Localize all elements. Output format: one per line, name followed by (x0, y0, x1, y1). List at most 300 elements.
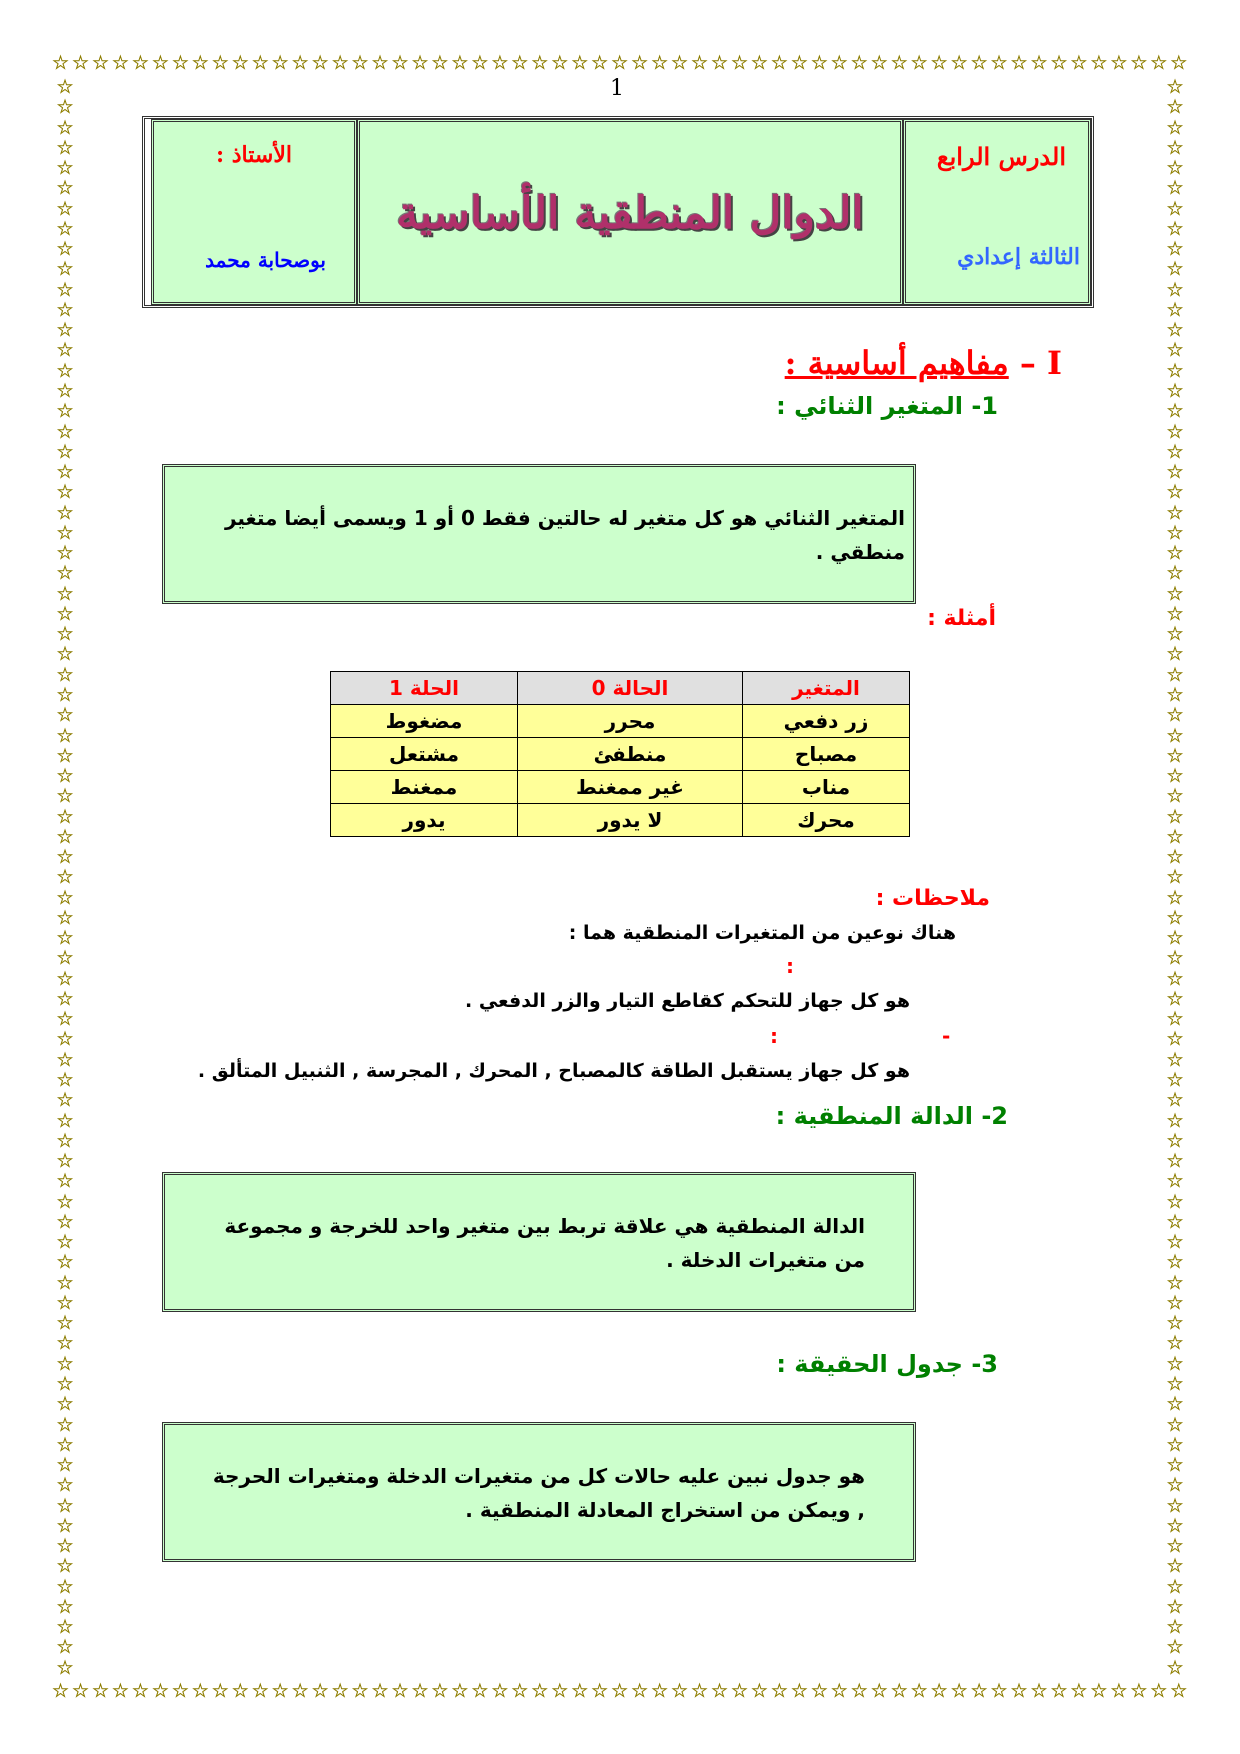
star-icon: ☆ (231, 1679, 249, 1702)
star-icon: ☆ (271, 51, 289, 74)
star-icon: ☆ (930, 51, 948, 74)
star-icon: ☆ (1030, 1679, 1048, 1702)
star-icon: ☆ (1166, 1170, 1184, 1193)
star-icon: ☆ (1166, 197, 1184, 220)
star-icon: ☆ (1166, 1271, 1184, 1294)
notes-line-1: هناك نوعين من المتغيرات المنطقية هما : (568, 922, 956, 944)
star-icon: ☆ (1166, 927, 1184, 950)
star-icon: ☆ (1166, 521, 1184, 544)
star-icon: ☆ (1166, 1393, 1184, 1416)
examples-label: أمثلة : (927, 606, 996, 631)
star-icon: ☆ (56, 1352, 74, 1375)
header-teacher-cell (151, 119, 357, 305)
star-icon: ☆ (1090, 1679, 1108, 1702)
star-icon: ☆ (1166, 400, 1184, 423)
star-icon: ☆ (1166, 319, 1184, 342)
star-icon: ☆ (1166, 1433, 1184, 1456)
star-icon: ☆ (131, 51, 149, 74)
table-row (331, 804, 910, 837)
star-icon: ☆ (491, 51, 509, 74)
notes-colon-1: : (786, 954, 794, 978)
star-icon: ☆ (870, 51, 888, 74)
star-icon: ☆ (1166, 967, 1184, 990)
star-icon: ☆ (1166, 1332, 1184, 1355)
table-header-cell: الحالة 0 (518, 672, 743, 705)
star-icon: ☆ (970, 1679, 988, 1702)
star-icon: ☆ (56, 177, 74, 200)
star-icon: ☆ (56, 724, 74, 747)
star-icon: ☆ (56, 1048, 74, 1071)
star-icon: ☆ (371, 1679, 389, 1702)
star-icon: ☆ (491, 1679, 509, 1702)
star-icon: ☆ (830, 1679, 848, 1702)
table-cell: ممغنط (331, 771, 518, 804)
star-icon: ☆ (631, 51, 649, 74)
notes-label: ملاحظات : (875, 886, 990, 911)
star-icon: ☆ (1166, 278, 1184, 301)
definition-1-text: المتغير الثنائي هو كل متغير له حالتين فقط 0 أو 1 ويسمى أيضا متغير منطقي . (224, 506, 905, 564)
star-icon: ☆ (1166, 582, 1184, 605)
star-icon: ☆ (411, 1679, 429, 1702)
star-icon: ☆ (1070, 51, 1088, 74)
star-icon: ☆ (990, 51, 1008, 74)
star-icon: ☆ (1166, 258, 1184, 281)
star-icon: ☆ (91, 1679, 109, 1702)
star-icon: ☆ (56, 866, 74, 889)
star-icon: ☆ (56, 1413, 74, 1436)
star-icon: ☆ (56, 1373, 74, 1395)
star-icon: ☆ (56, 1555, 74, 1578)
star-icon: ☆ (1166, 886, 1184, 909)
page-title: الدوال المنطقية الأساسية (396, 188, 864, 239)
star-icon: ☆ (56, 136, 74, 159)
star-border-top (52, 50, 1188, 76)
star-icon: ☆ (151, 1679, 169, 1702)
star-icon: ☆ (56, 1514, 74, 1537)
star-icon: ☆ (471, 51, 489, 74)
star-icon: ☆ (870, 1679, 888, 1702)
star-icon: ☆ (52, 1679, 70, 1702)
lesson-header (142, 116, 1094, 308)
star-icon: ☆ (56, 886, 74, 909)
star-icon: ☆ (56, 157, 74, 180)
star-icon: ☆ (1166, 177, 1184, 200)
table-cell: لا يدور (518, 804, 743, 837)
star-icon: ☆ (1166, 1656, 1184, 1679)
star-icon: ☆ (750, 1679, 768, 1702)
star-icon: ☆ (1166, 481, 1184, 504)
star-icon: ☆ (1166, 1251, 1184, 1274)
star-icon: ☆ (1166, 461, 1184, 484)
star-icon: ☆ (1150, 1679, 1168, 1702)
star-icon: ☆ (71, 51, 90, 74)
star-icon: ☆ (56, 501, 74, 524)
star-icon: ☆ (1166, 1190, 1184, 1213)
star-icon: ☆ (56, 1616, 74, 1639)
star-icon: ☆ (1166, 1616, 1184, 1639)
star-icon: ☆ (1166, 542, 1184, 565)
star-icon: ☆ (331, 1679, 349, 1702)
table-cell: منطفئ (518, 738, 743, 771)
star-icon: ☆ (1166, 663, 1184, 686)
star-icon: ☆ (52, 51, 70, 74)
star-icon: ☆ (56, 623, 74, 646)
star-icon: ☆ (1166, 217, 1184, 240)
star-icon: ☆ (56, 704, 74, 727)
star-icon: ☆ (1166, 1231, 1184, 1254)
star-icon: ☆ (56, 359, 74, 382)
star-icon: ☆ (1166, 562, 1184, 585)
star-icon: ☆ (56, 643, 74, 666)
star-icon: ☆ (56, 76, 74, 98)
definition-2-text: الدالة المنطقية هي علاقة تربط بين متغير واحد للخرجة و مجموعة من متغيرات الدخلة . (224, 1214, 865, 1272)
star-icon: ☆ (111, 1679, 129, 1702)
star-icon: ☆ (790, 51, 808, 74)
star-icon: ☆ (611, 1679, 629, 1702)
definition-box-1 (162, 464, 916, 604)
star-icon: ☆ (890, 51, 908, 74)
star-icon: ☆ (391, 1679, 409, 1702)
star-icon: ☆ (291, 1679, 309, 1702)
star-icon: ☆ (211, 1679, 229, 1702)
star-icon: ☆ (1166, 623, 1184, 646)
section-title-dash: – (1019, 344, 1036, 382)
star-icon: ☆ (391, 51, 409, 74)
table-row (331, 771, 910, 804)
star-icon: ☆ (1166, 76, 1184, 98)
star-icon: ☆ (1166, 1474, 1184, 1497)
star-icon: ☆ (1110, 51, 1128, 74)
star-icon: ☆ (1166, 1514, 1184, 1537)
star-icon: ☆ (1166, 947, 1184, 970)
table-header-cell: المتغير (743, 672, 910, 705)
star-icon: ☆ (1166, 805, 1184, 828)
star-icon: ☆ (1090, 51, 1108, 74)
star-icon: ☆ (1166, 744, 1184, 767)
star-icon: ☆ (890, 1679, 908, 1702)
star-icon: ☆ (1166, 1373, 1184, 1395)
star-icon: ☆ (56, 967, 74, 990)
star-icon: ☆ (56, 1109, 74, 1132)
star-border-right (1162, 78, 1188, 1678)
star-icon: ☆ (1166, 1555, 1184, 1578)
star-icon: ☆ (551, 51, 569, 74)
star-icon: ☆ (1050, 1679, 1068, 1702)
star-icon: ☆ (56, 440, 74, 463)
star-icon: ☆ (56, 1170, 74, 1193)
star-icon: ☆ (1166, 1535, 1184, 1558)
star-icon: ☆ (56, 744, 74, 767)
star-icon: ☆ (1166, 1312, 1184, 1335)
table-cell: محرر (518, 705, 743, 738)
star-icon: ☆ (231, 51, 249, 74)
teacher-name: بوصحابة محمد (205, 248, 326, 272)
subsection-2-title: 2- الدالة المنطقية : (775, 1102, 1008, 1130)
star-icon: ☆ (56, 258, 74, 281)
star-icon: ☆ (56, 1008, 74, 1031)
star-icon: ☆ (1010, 1679, 1028, 1702)
star-icon: ☆ (1166, 501, 1184, 524)
section-title (785, 344, 1062, 382)
star-icon: ☆ (56, 481, 74, 504)
star-icon: ☆ (56, 1089, 74, 1112)
star-icon: ☆ (56, 906, 74, 929)
star-icon: ☆ (1170, 51, 1188, 74)
star-icon: ☆ (1166, 846, 1184, 869)
table-header-cell: الحلة 1 (331, 672, 518, 705)
star-icon: ☆ (291, 51, 309, 74)
star-icon: ☆ (131, 1679, 149, 1702)
star-icon: ☆ (56, 298, 74, 321)
notes-dash: - (942, 1024, 951, 1048)
star-icon: ☆ (56, 805, 74, 828)
star-icon: ☆ (331, 51, 349, 74)
star-icon: ☆ (56, 1028, 74, 1051)
states-table (330, 671, 910, 837)
star-icon: ☆ (1166, 765, 1184, 788)
star-icon: ☆ (1166, 1028, 1184, 1051)
star-icon: ☆ (930, 1679, 948, 1702)
table-cell: غير ممغنط (518, 771, 743, 804)
star-icon: ☆ (1110, 1679, 1128, 1702)
star-icon: ☆ (750, 51, 768, 74)
star-icon: ☆ (431, 1679, 449, 1702)
star-icon: ☆ (56, 1069, 74, 1092)
star-icon: ☆ (551, 1679, 569, 1702)
star-icon: ☆ (56, 1535, 74, 1558)
star-icon: ☆ (1166, 379, 1184, 402)
star-icon: ☆ (56, 217, 74, 240)
star-icon: ☆ (810, 51, 828, 74)
star-icon: ☆ (371, 51, 389, 74)
star-icon: ☆ (531, 1679, 549, 1702)
star-icon: ☆ (710, 1679, 729, 1702)
section-title-text: مفاهيم أساسية : (784, 344, 1009, 382)
page-number: 1 (610, 76, 624, 101)
star-icon: ☆ (451, 51, 469, 74)
header-lesson-cell (903, 119, 1091, 305)
star-icon: ☆ (1166, 136, 1184, 159)
table-row (331, 738, 910, 771)
star-icon: ☆ (1166, 1048, 1184, 1071)
star-icon: ☆ (970, 51, 988, 74)
star-icon: ☆ (1170, 1679, 1188, 1702)
star-icon: ☆ (531, 51, 549, 74)
star-icon: ☆ (691, 1679, 709, 1702)
section-title-roman: I (1047, 344, 1062, 382)
star-icon: ☆ (56, 319, 74, 342)
star-icon: ☆ (1166, 1210, 1184, 1233)
star-icon: ☆ (1166, 420, 1184, 443)
star-icon: ☆ (730, 51, 748, 74)
star-icon: ☆ (56, 1210, 74, 1233)
star-icon: ☆ (56, 116, 74, 139)
star-icon: ☆ (56, 1231, 74, 1254)
table-cell: مشتعل (331, 738, 518, 771)
star-icon: ☆ (56, 987, 74, 1010)
star-icon: ☆ (56, 1656, 74, 1679)
star-icon: ☆ (790, 1679, 808, 1702)
star-icon: ☆ (56, 197, 74, 220)
star-icon: ☆ (271, 1679, 289, 1702)
star-icon: ☆ (850, 1679, 868, 1702)
star-icon: ☆ (151, 51, 169, 74)
star-icon: ☆ (1166, 1595, 1184, 1618)
notes-colon-2: : (770, 1024, 778, 1048)
star-icon: ☆ (251, 51, 269, 74)
star-icon: ☆ (56, 1251, 74, 1274)
star-icon: ☆ (56, 542, 74, 565)
star-icon: ☆ (1166, 1150, 1184, 1173)
star-icon: ☆ (56, 420, 74, 443)
star-icon: ☆ (56, 947, 74, 970)
star-icon: ☆ (56, 96, 74, 119)
star-icon: ☆ (311, 1679, 329, 1702)
subsection-1-title: 1- المتغير الثنائي : (776, 392, 998, 420)
star-icon: ☆ (56, 1190, 74, 1213)
star-icon: ☆ (431, 51, 449, 74)
star-icon: ☆ (1166, 704, 1184, 727)
lesson-label: الدرس الرابع (936, 142, 1066, 171)
table-cell: زر دفعي (743, 705, 910, 738)
star-icon: ☆ (56, 562, 74, 585)
star-icon: ☆ (471, 1679, 489, 1702)
star-icon: ☆ (56, 278, 74, 301)
star-icon: ☆ (56, 1312, 74, 1335)
star-icon: ☆ (411, 51, 429, 74)
star-icon: ☆ (56, 927, 74, 950)
star-icon: ☆ (56, 238, 74, 261)
star-icon: ☆ (710, 51, 729, 74)
star-icon: ☆ (571, 51, 589, 74)
definition-box-3 (162, 1422, 916, 1562)
star-icon: ☆ (56, 663, 74, 686)
star-icon: ☆ (56, 785, 74, 808)
star-border-left (52, 78, 78, 1678)
star-icon: ☆ (1166, 906, 1184, 929)
star-icon: ☆ (191, 51, 209, 74)
star-icon: ☆ (1130, 1679, 1148, 1702)
star-icon: ☆ (591, 1679, 609, 1702)
star-icon: ☆ (1166, 359, 1184, 382)
star-icon: ☆ (56, 1332, 74, 1355)
star-icon: ☆ (56, 379, 74, 402)
star-icon: ☆ (1130, 51, 1148, 74)
star-icon: ☆ (1166, 643, 1184, 666)
star-icon: ☆ (56, 1291, 74, 1314)
star-icon: ☆ (730, 1679, 748, 1702)
star-icon: ☆ (1166, 1454, 1184, 1477)
table-cell: محرك (743, 804, 910, 837)
star-icon: ☆ (910, 1679, 928, 1702)
star-icon: ☆ (1166, 602, 1184, 625)
star-icon: ☆ (651, 1679, 669, 1702)
table-cell: يدور (331, 804, 518, 837)
star-icon: ☆ (511, 51, 529, 74)
star-icon: ☆ (1050, 51, 1068, 74)
star-icon: ☆ (191, 1679, 209, 1702)
star-icon: ☆ (56, 825, 74, 848)
notes-line-3: هو كل جهاز يستقبل الطاقة كالمصباح , المحرك , المجرسة , الثنبيل المتألق . (197, 1060, 910, 1082)
star-icon: ☆ (1166, 96, 1184, 119)
star-icon: ☆ (1010, 51, 1028, 74)
star-icon: ☆ (56, 1575, 74, 1598)
table-header-row (331, 672, 910, 705)
definition-box-2 (162, 1172, 916, 1312)
star-icon: ☆ (56, 683, 74, 706)
table-cell: مضغوط (331, 705, 518, 738)
star-icon: ☆ (770, 1679, 788, 1702)
star-icon: ☆ (351, 1679, 369, 1702)
star-icon: ☆ (1166, 1069, 1184, 1092)
star-icon: ☆ (1150, 51, 1168, 74)
star-icon: ☆ (71, 1679, 90, 1702)
star-icon: ☆ (1166, 1494, 1184, 1517)
star-icon: ☆ (251, 1679, 269, 1702)
star-icon: ☆ (1166, 157, 1184, 180)
star-icon: ☆ (631, 1679, 649, 1702)
table-cell: مصباح (743, 738, 910, 771)
star-icon: ☆ (1166, 1291, 1184, 1314)
star-icon: ☆ (770, 51, 788, 74)
star-icon: ☆ (850, 51, 868, 74)
star-icon: ☆ (56, 521, 74, 544)
star-icon: ☆ (56, 1271, 74, 1294)
star-icon: ☆ (1070, 1679, 1088, 1702)
header-title-cell (357, 119, 903, 305)
star-icon: ☆ (1166, 298, 1184, 321)
star-icon: ☆ (111, 51, 129, 74)
star-icon: ☆ (910, 51, 928, 74)
star-icon: ☆ (571, 1679, 589, 1702)
star-icon: ☆ (691, 51, 709, 74)
star-icon: ☆ (1166, 339, 1184, 362)
star-icon: ☆ (56, 1129, 74, 1152)
star-icon: ☆ (56, 1150, 74, 1173)
star-icon: ☆ (211, 51, 229, 74)
star-icon: ☆ (56, 1474, 74, 1497)
star-icon: ☆ (56, 1494, 74, 1517)
star-icon: ☆ (56, 1454, 74, 1477)
star-icon: ☆ (1166, 1109, 1184, 1132)
star-icon: ☆ (950, 51, 968, 74)
star-icon: ☆ (1166, 1575, 1184, 1598)
star-icon: ☆ (591, 51, 609, 74)
star-icon: ☆ (56, 765, 74, 788)
star-icon: ☆ (1166, 1413, 1184, 1436)
star-icon: ☆ (56, 339, 74, 362)
star-icon: ☆ (451, 1679, 469, 1702)
subsection-3-title: 3- جدول الحقيقة : (776, 1350, 998, 1378)
star-icon: ☆ (1166, 987, 1184, 1010)
star-icon: ☆ (56, 400, 74, 423)
star-icon: ☆ (1166, 1008, 1184, 1031)
star-icon: ☆ (830, 51, 848, 74)
star-icon: ☆ (56, 602, 74, 625)
level-label: الثالثة إعدادي (957, 244, 1080, 270)
star-icon: ☆ (990, 1679, 1008, 1702)
star-icon: ☆ (1166, 238, 1184, 261)
teacher-label: الأستاذ : (215, 142, 292, 168)
star-icon: ☆ (1166, 866, 1184, 889)
star-icon: ☆ (91, 51, 109, 74)
star-icon: ☆ (671, 51, 689, 74)
star-icon: ☆ (1166, 1636, 1184, 1659)
star-icon: ☆ (1166, 683, 1184, 706)
star-icon: ☆ (511, 1679, 529, 1702)
star-icon: ☆ (56, 1393, 74, 1416)
star-icon: ☆ (351, 51, 369, 74)
